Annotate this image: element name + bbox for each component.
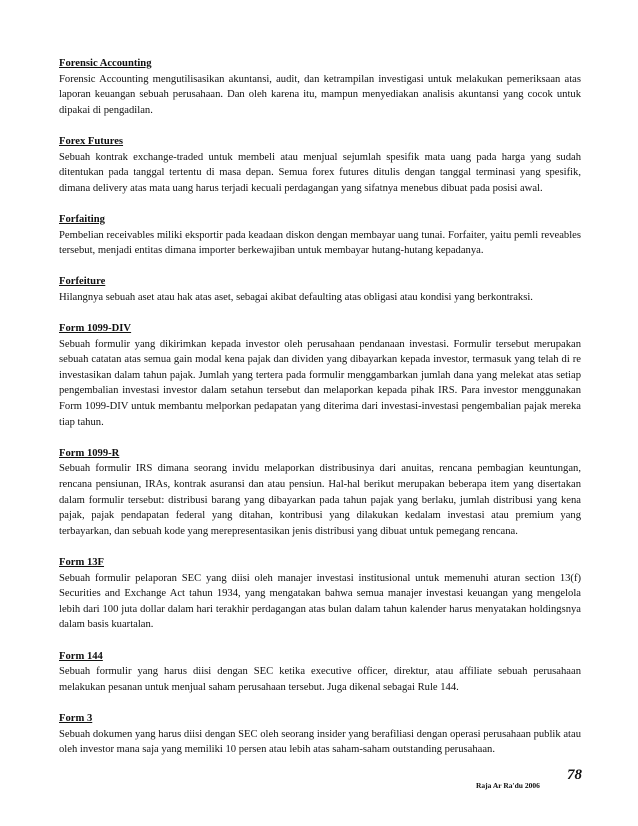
glossary-entry-forex-futures: [59, 134, 581, 196]
term-heading: Forensic Accounting: [59, 58, 152, 69]
term-definition: Sebuah formulir pelaporan SEC yang diisi oleh manajer investasi institusional untuk memenuhi aturan section 13(f) Securities and Exchange Act tahun 1934, yang mengatakan bahwa semua manajer investasi keuangan yang mengelola lebih dari 100 juta dollar dalam hari terakhir perdagangan atas bulan dalam tahun kalender harus menyatakan holdingsnya dalam basis kuartalan.: [59, 572, 581, 631]
page-footer: [476, 767, 582, 794]
glossary-page: [59, 56, 581, 773]
term-heading: Form 13F: [59, 557, 105, 568]
term-heading: Form 1099-R: [59, 447, 120, 459]
page-number: 78: [567, 767, 582, 783]
term-heading: Forfeiture: [59, 276, 106, 288]
glossary-entry-form-1099-r: [59, 446, 581, 540]
term-heading: Forex Futures: [59, 135, 124, 147]
glossary-entry-forfaiting: [59, 212, 581, 259]
glossary-entry-form-3: [59, 711, 581, 758]
term-heading: Form 144: [59, 650, 103, 662]
glossary-entry-forensic-accounting: [59, 56, 581, 118]
term-definition: Forensic Accounting mengutilisasikan akuntansi, audit, dan ketrampilan investigasi untuk melakukan pemeriksaan atas laporan keuangan sebuah perusahaan. Dan oleh karena itu, mampun menyediakan analisis akuntansi yang cocok untuk dipakai di pengadilan.: [59, 73, 581, 116]
glossary-entry-forfeiture: [59, 274, 581, 305]
term-definition: Pembelian receivables miliki eksportir pada keadaan diskon dengan membayar uang tunai. Forfaiter, yaitu pemli reveables tersebut, menjadi entitas dimana importer berkewajiban untuk membayar hutang-hutang kepadanya.: [59, 229, 581, 257]
term-definition: Hilangnya sebuah aset atau hak atas aset, sebagai akibat defaulting atas obligasi atau kondisi yang berkontraksi.: [59, 291, 533, 303]
term-heading: Form 3: [59, 712, 93, 724]
glossary-entry-form-144: [59, 649, 581, 696]
term-definition: Sebuah formulir yang harus diisi dengan SEC ketika executive officer, direktur, atau affiliate sebuah perusahaan melakukan pesanan untuk menjual saham perusahaan tersebut. Juga dikenal sebagai Rule 144.: [59, 666, 581, 693]
term-definition: Sebuah kontrak exchange-traded untuk membeli atau menjual sejumlah spesifik mata uang pada harga yang sudah ditentukan pada tanggal tertentu di masa depan. Semua forex futures ditulis dengan tanggal terminasi yang spesifik, dimana delivery atas mata uang harus terjadi kecuali perdagangan yang sifatnya menebus dibuat pada posisi awal.: [59, 151, 581, 194]
term-definition: Sebuah formulir IRS dimana seorang invidu melaporkan distribusinya dari anuitas, rencana pembagian keuntungan, rencana pensiunan, IRAs, kontrak asuransi dan atau pensiun. Hal-hal berikut merupakan beberapa item yang disertakan dalam formulir tersebut: distribusi barang yang dibayarkan pada tahun pajak yang berlaku, jumlah distribusi yang kena pajak, pajak pendapatan federal yang ditahan, kontribusi yang dilakukan kedalam investasi atau premium yang terbayarkan, dan sebuah kode yang merepresentasikan jenis distribusi yang dibuat untuk pemegang rencana.: [59, 463, 581, 537]
glossary-entry-form-13f: [59, 555, 581, 633]
term-heading: Form 1099-DIV: [59, 323, 132, 335]
author-credit: Raja Ar Ra'du 2006: [476, 781, 540, 790]
term-definition: Sebuah formulir yang dikirimkan kepada investor oleh perusahaan pendanaan investasi. Formulir tersebut merupakan sebuah catatan atas semua gain modal kena pajak dan dividen yang dibayarkan kepada investor, termasuk yang telah di re investasikan dalam tahun pajak. Jumlah yang tertera pada formulir menggambarkan jumlah dana yang melekat atas setiap pengembalian investasi investor dalam setahun tersebut dan melaporkan kepada pihak IRS. Para investor menggunakan Form 1099-DIV untuk membantu melporkan pedapatan yang diterima dari investasi-investasi pengembalian pajak mereka tiap tahun.: [59, 338, 581, 428]
glossary-entry-form-1099-div: [59, 321, 581, 430]
term-definition: Sebuah dokumen yang harus diisi dengan SEC oleh seorang insider yang berafiliasi dengan operasi perusahaan publik atau oleh investor mana saja yang memiliki 10 persen atau lebih atas saham-saham outstanding perusahaan.: [59, 728, 581, 756]
term-heading: Forfaiting: [59, 213, 105, 225]
